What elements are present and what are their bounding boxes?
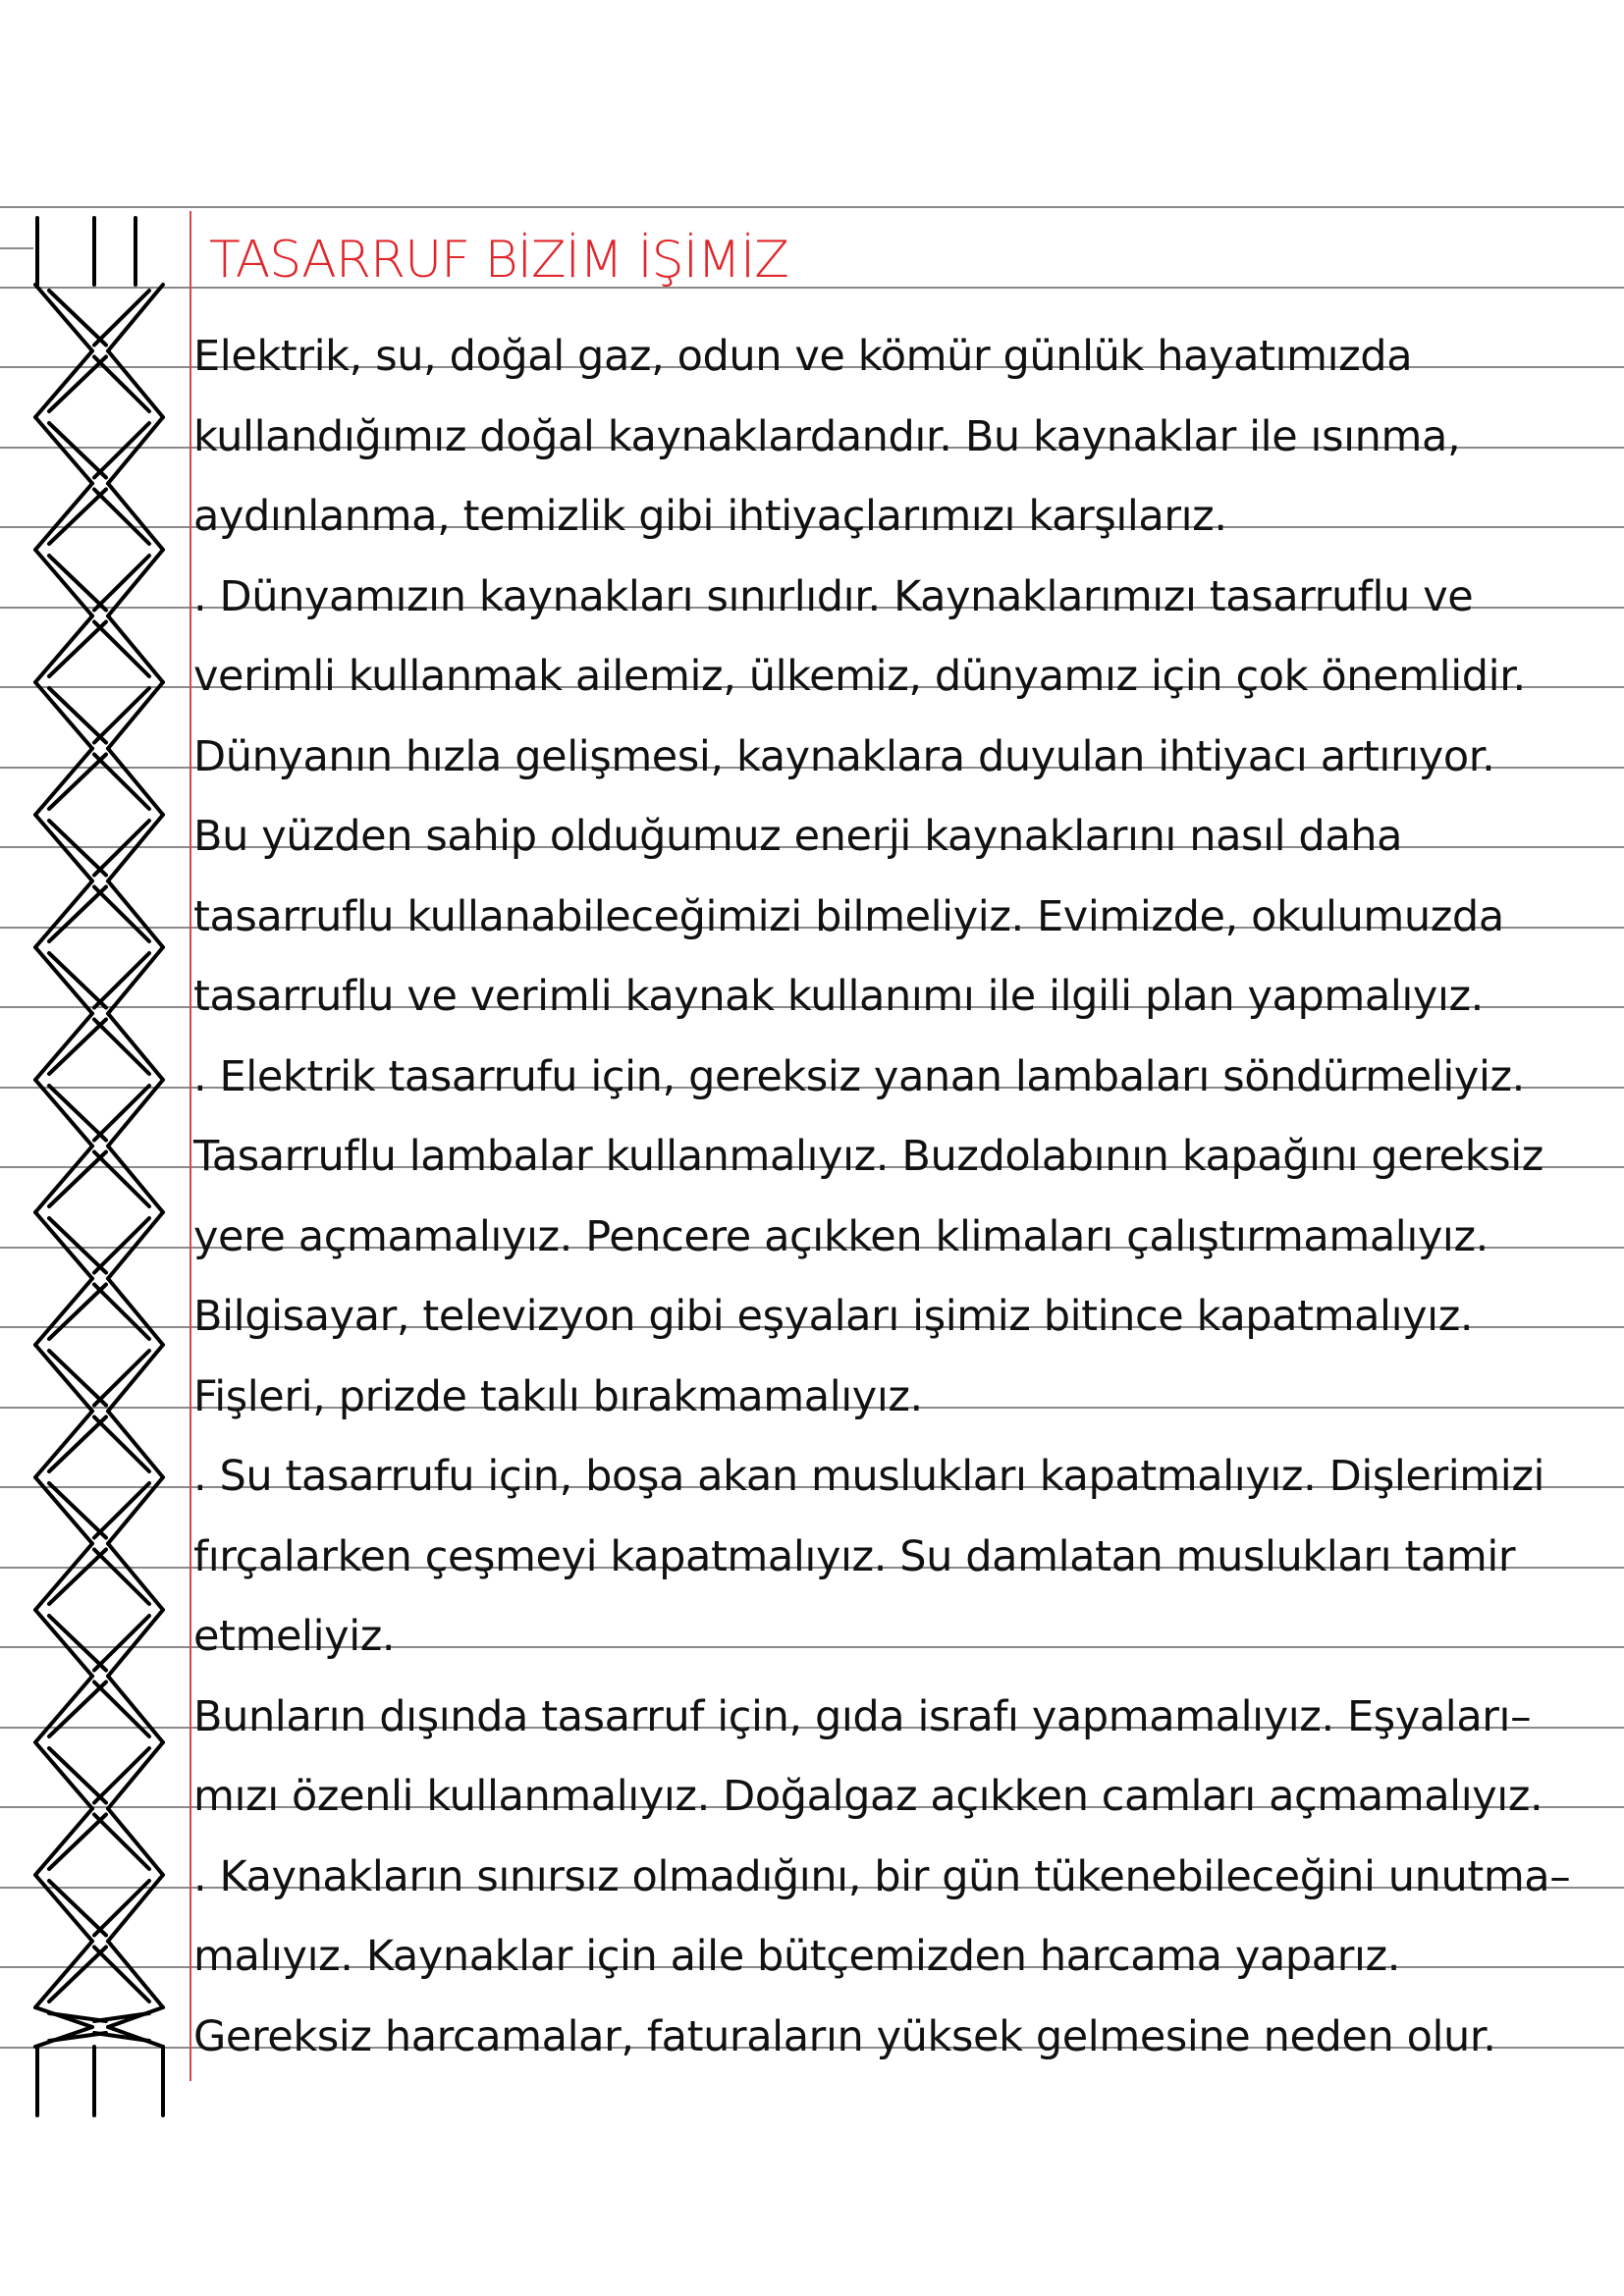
braid-stroke	[49, 821, 106, 876]
braid-stroke	[49, 1020, 106, 1075]
braid-stroke	[108, 484, 163, 551]
braid-stroke	[49, 556, 106, 611]
text-line: Bunların dışında tasarruf için, gıda israfı yapmamalıyız. Eşyaları–	[193, 1692, 1532, 1741]
braid-stroke	[49, 1815, 106, 1870]
braid-stroke	[49, 755, 106, 810]
braid-stroke	[49, 1550, 106, 1605]
braid-stroke	[35, 682, 92, 749]
braid-stroke	[108, 1610, 163, 1677]
braid-stroke	[35, 1544, 92, 1611]
text-line: . Dünyamızın kaynakları sınırlıdır. Kaynaklarımızı tasarruflu ve	[193, 572, 1474, 621]
braid-stroke	[49, 490, 106, 545]
braid-stroke	[35, 616, 92, 683]
text-line: Elektrik, su, doğal gaz, odun ve kömür günlük hayatımızda	[193, 332, 1413, 381]
text-line: Tasarruflu lambalar kullanmalıyız. Buzdolabının kapağını gereksiz	[193, 1132, 1543, 1181]
ruled-line	[0, 206, 1624, 208]
braid-stroke	[108, 351, 163, 418]
text-line: kullandığımız doğal kaynaklardandır. Bu kaynaklar ile ısınma,	[193, 412, 1461, 461]
braid-stroke	[35, 1610, 92, 1677]
braid-stroke	[108, 1345, 163, 1412]
text-line: Bu yüzden sahip olduğumuz enerji kaynaklarını nasıl daha	[193, 812, 1403, 861]
braid-stroke	[108, 682, 163, 749]
braid-stroke	[108, 285, 163, 351]
braid-stroke	[49, 1417, 106, 1472]
braid-stroke	[35, 1345, 92, 1412]
text-line: mızı özenli kullanmalıyız. Doğalgaz açıkken camları açmamalıyız.	[193, 1772, 1543, 1821]
braid-stroke	[108, 1014, 163, 1081]
braid-stroke	[108, 1942, 163, 2008]
braid-stroke	[108, 1544, 163, 1611]
braid-stroke	[49, 1616, 106, 1671]
braid-stroke	[49, 1881, 106, 1936]
text-line: verimli kullanmak ailemiz, ülkemiz, dünyamız için çok önemlidir.	[193, 652, 1526, 701]
braid-stroke	[35, 947, 92, 1014]
braid-stroke	[108, 616, 163, 683]
text-line: . Kaynakların sınırsız olmadığını, bir gün tükenebileceğini unutma–	[193, 1852, 1571, 1901]
braid-stroke	[108, 1412, 163, 1478]
braid-stroke	[35, 1942, 92, 2008]
braid-stroke	[35, 484, 92, 551]
braid-stroke	[35, 1742, 92, 1809]
braid-stroke	[49, 887, 106, 942]
braid-stroke	[35, 550, 92, 616]
text-line: Dünyanın hızla gelişmesi, kaynaklara duyulan ihtiyacı artırıyor.	[193, 732, 1495, 781]
braid-stroke	[49, 357, 106, 412]
text-line: aydınlanma, temizlik gibi ihtiyaçlarımızı karşılarız.	[193, 492, 1227, 541]
braid-stroke	[108, 1809, 163, 1876]
braid-stroke	[49, 1948, 106, 2002]
braid-stroke	[108, 1677, 163, 1743]
text-line: tasarruflu ve verimli kaynak kullanımı ile ilgili plan yapmalıyız.	[193, 972, 1484, 1021]
braid-stroke	[35, 881, 92, 948]
braid-stroke	[49, 1483, 106, 1538]
text-line: Fişleri, prizde takılı bırakmamalıyız.	[193, 1372, 923, 1421]
text-line: . Su tasarrufu için, boşa akan muslukları kapatmalıyız. Dişlerimizi	[193, 1452, 1545, 1501]
braid-stroke	[49, 953, 106, 1008]
braid-stroke	[108, 1080, 163, 1147]
braid-stroke	[108, 1742, 163, 1809]
text-line: tasarruflu kullanabileceğimizi bilmeliyiz. Evimizde, okulumuzda	[193, 892, 1504, 941]
braid-stroke	[108, 947, 163, 1014]
text-line: malıyız. Kaynaklar için aile bütçemizden harcama yaparız.	[193, 1932, 1400, 1981]
margin-line	[189, 211, 191, 2081]
braid-stroke	[35, 1212, 92, 1279]
braid-stroke	[35, 1279, 92, 1346]
text-line: Gereksiz harcamalar, faturaların yüksek gelmesine neden olur.	[193, 2012, 1496, 2061]
text-line: . Elektrik tasarrufu için, gereksiz yanan lambaları söndürmeliyiz.	[193, 1052, 1525, 1101]
braid-stroke	[35, 1477, 92, 1544]
braid-stroke	[35, 1809, 92, 1876]
text-line: yere açmamalıyız. Pencere açıkken klimaları çalıştırmamalıyız.	[193, 1212, 1489, 1261]
braid-stroke	[49, 688, 106, 743]
braid-stroke	[108, 417, 163, 484]
braid-stroke	[108, 749, 163, 816]
braid-stroke	[35, 1147, 92, 1213]
braid-stroke	[108, 815, 163, 881]
text-line: etmeliyiz.	[193, 1612, 396, 1661]
braid-stroke	[49, 1351, 106, 1406]
text-line: Bilgisayar, televizyon gibi eşyaları işimiz bitince kapatmalıyız.	[193, 1292, 1474, 1341]
braid-stroke	[35, 1875, 92, 1942]
braid-stroke	[108, 881, 163, 948]
page-title: TASARRUF BİZİM İŞİMİZ	[209, 231, 788, 290]
braid-stroke	[49, 423, 106, 478]
braid-stroke	[108, 1875, 163, 1942]
braid-stroke	[108, 1147, 163, 1213]
braid-stroke	[35, 815, 92, 881]
braid-stroke	[108, 1477, 163, 1544]
braid-stroke	[35, 1412, 92, 1478]
braid-stroke	[49, 1682, 106, 1737]
braid-stroke	[49, 291, 106, 346]
braid-stroke	[35, 1677, 92, 1743]
braid-stroke	[35, 749, 92, 816]
braid-stroke	[108, 550, 163, 616]
braid-stroke	[49, 1285, 106, 1340]
braid-stroke	[108, 1279, 163, 1346]
braid-stroke	[35, 1014, 92, 1081]
braid-stroke	[108, 1212, 163, 1279]
braid-stroke	[35, 1080, 92, 1147]
braid-stroke	[35, 351, 92, 418]
braid-stroke	[49, 622, 106, 677]
braid-border-decoration	[0, 0, 177, 2296]
braid-stroke	[35, 285, 92, 351]
braid-stroke	[49, 1748, 106, 1803]
braid-stroke	[49, 1218, 106, 1273]
braid-stroke	[49, 1086, 106, 1141]
text-line: fırçalarken çeşmeyi kapatmalıyız. Su damlatan muslukları tamir	[193, 1532, 1516, 1581]
braid-stroke	[49, 1152, 106, 1207]
braid-stroke	[35, 417, 92, 484]
